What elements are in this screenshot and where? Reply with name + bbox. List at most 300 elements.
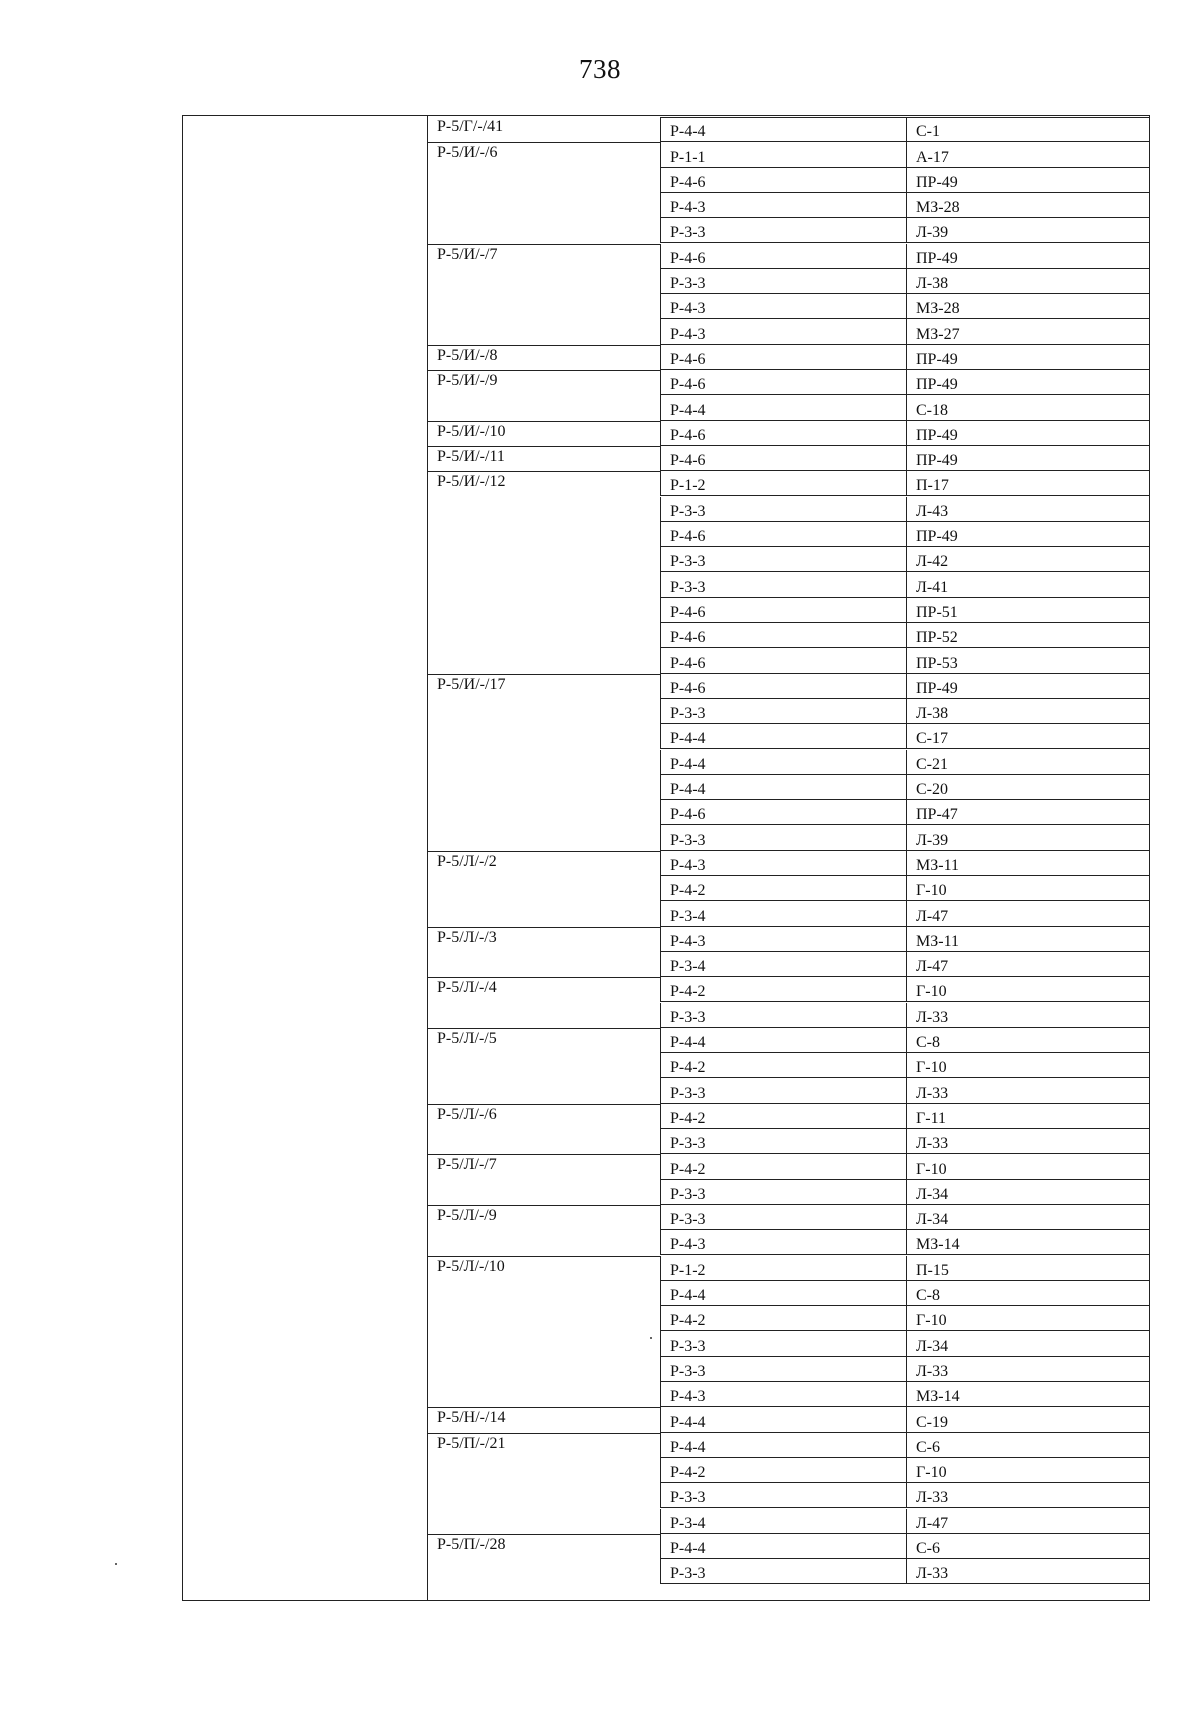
value-cell: [906, 825, 1150, 850]
value-text: Л-39: [916, 224, 949, 242]
code-text: Р-4-6: [670, 173, 706, 191]
value-text: МЗ-28: [916, 199, 960, 217]
code-text: Р-3-3: [670, 553, 706, 571]
value-cell: [906, 1180, 1150, 1205]
code-text: Р-4-6: [670, 426, 706, 444]
value-cell: [906, 193, 1150, 218]
code-cell: [660, 370, 906, 395]
table-row: [660, 699, 1150, 724]
value-cell: [906, 1281, 1150, 1306]
code-cell: [660, 117, 906, 142]
table-row: [660, 1483, 1150, 1508]
code-cell: [660, 750, 906, 775]
table-row: [660, 1053, 1150, 1078]
value-cell: [906, 395, 1150, 420]
value-cell: [906, 1483, 1150, 1508]
table-row: [660, 1180, 1150, 1205]
value-text: Л-34: [916, 1185, 949, 1203]
table-row: [660, 1357, 1150, 1382]
table-row: [660, 345, 1150, 370]
value-text: Л-33: [916, 1084, 949, 1102]
code-cell: [660, 497, 906, 522]
value-text: Г-10: [916, 983, 947, 1001]
group-label: Р-5/Л/-/6: [437, 1105, 497, 1123]
code-text: Р-4-6: [670, 603, 706, 621]
value-cell: [906, 927, 1150, 952]
group-label: Р-5/Л/-/4: [437, 979, 497, 997]
value-cell: [906, 1458, 1150, 1483]
value-text: Г-10: [916, 1160, 947, 1178]
group-label: Р-5/Л/-/10: [437, 1257, 505, 1275]
table-row: [660, 876, 1150, 901]
code-text: Р-4-4: [670, 401, 706, 419]
table-row: [660, 370, 1150, 395]
value-cell: [906, 1357, 1150, 1382]
value-cell: [906, 1331, 1150, 1356]
value-cell: [906, 1154, 1150, 1179]
value-text: П-15: [916, 1261, 949, 1279]
table-row: [660, 598, 1150, 623]
value-cell: [906, 775, 1150, 800]
code-cell: [660, 800, 906, 825]
table-row: [660, 1281, 1150, 1306]
code-cell: [660, 1180, 906, 1205]
table-row: [660, 572, 1150, 597]
table-row: [660, 1331, 1150, 1356]
table-row: [660, 294, 1150, 319]
value-text: С-19: [916, 1413, 948, 1431]
value-cell: [906, 876, 1150, 901]
code-cell: [660, 1483, 906, 1508]
group-label: Р-5/Л/-/3: [437, 928, 497, 946]
code-text: Р-4-6: [670, 629, 706, 647]
table-row: [660, 1382, 1150, 1407]
group-cell: [428, 421, 660, 446]
value-cell: [906, 168, 1150, 193]
code-text: Р-4-6: [670, 528, 706, 546]
group-label: Р-5/Н/-/14: [437, 1409, 506, 1427]
value-cell: [906, 218, 1150, 243]
value-cell: [906, 1306, 1150, 1331]
value-cell: [906, 1205, 1150, 1230]
value-cell: [906, 901, 1150, 926]
value-text: С-18: [916, 401, 948, 419]
code-cell: [660, 1281, 906, 1306]
code-text: Р-4-4: [670, 1540, 706, 1558]
code-text: Р-3-3: [670, 1362, 706, 1380]
value-text: ПР-49: [916, 426, 958, 444]
code-text: Р-4-2: [670, 1059, 706, 1077]
group-cell: [428, 446, 660, 471]
scan-speck: [115, 1563, 117, 1565]
value-cell: [906, 117, 1150, 142]
group-label: Р-5/Л/-/5: [437, 1029, 497, 1047]
value-text: Л-47: [916, 907, 949, 925]
code-cell: [660, 1154, 906, 1179]
value-cell: [906, 471, 1150, 496]
code-text: Р-3-3: [670, 1008, 706, 1026]
code-cell: [660, 927, 906, 952]
table-row: [660, 117, 1150, 142]
value-text: С-6: [916, 1540, 940, 1558]
value-cell: [906, 1433, 1150, 1458]
group-label: Р-5/Л/-/2: [437, 852, 497, 870]
group-label: Р-5/И/-/12: [437, 473, 506, 491]
code-cell: [660, 876, 906, 901]
value-cell: [906, 598, 1150, 623]
code-text: Р-4-4: [670, 1438, 706, 1456]
table-row: [660, 421, 1150, 446]
code-text: Р-4-2: [670, 882, 706, 900]
value-text: С-8: [916, 1034, 940, 1052]
code-text: Р-4-4: [670, 755, 706, 773]
code-text: Р-4-3: [670, 856, 706, 874]
table-row: [660, 623, 1150, 648]
value-cell: [906, 1382, 1150, 1407]
value-cell: [906, 244, 1150, 269]
group-label: Р-5/П/-/21: [437, 1434, 506, 1452]
value-cell: [906, 1053, 1150, 1078]
value-cell: [906, 446, 1150, 471]
value-text: ПР-51: [916, 603, 958, 621]
table-row: [660, 1509, 1150, 1534]
code-cell: [660, 598, 906, 623]
value-cell: [906, 699, 1150, 724]
group-cell: [428, 977, 660, 1028]
code-cell: [660, 1003, 906, 1028]
code-cell: [660, 269, 906, 294]
table-row: [660, 674, 1150, 699]
value-cell: [906, 572, 1150, 597]
value-text: МЗ-11: [916, 856, 959, 874]
code-text: Р-4-2: [670, 1160, 706, 1178]
value-text: ПР-47: [916, 806, 958, 824]
code-cell: [660, 193, 906, 218]
code-cell: [660, 218, 906, 243]
code-cell: [660, 825, 906, 850]
group-label: Р-5/И/-/10: [437, 422, 506, 440]
scan-speck: [650, 1337, 652, 1339]
value-cell: [906, 522, 1150, 547]
code-text: Р-4-4: [670, 730, 706, 748]
code-text: Р-4-3: [670, 1236, 706, 1254]
table-row: [660, 750, 1150, 775]
code-cell: [660, 294, 906, 319]
group-cell: [428, 1205, 660, 1256]
code-cell: [660, 952, 906, 977]
table-row: [660, 1433, 1150, 1458]
group-label: Р-5/Г/-/41: [437, 118, 504, 135]
code-cell: [660, 572, 906, 597]
code-cell: [660, 674, 906, 699]
code-text: Р-3-4: [670, 958, 706, 976]
value-cell: [906, 421, 1150, 446]
value-text: Л-34: [916, 1211, 949, 1229]
value-text: С-1: [916, 123, 940, 141]
table-row: [660, 901, 1150, 926]
code-text: Р-4-4: [670, 1413, 706, 1431]
value-text: ПР-49: [916, 452, 958, 470]
code-text: Р-4-2: [670, 1109, 706, 1127]
value-text: С-20: [916, 781, 948, 799]
group-label: Р-5/И/-/17: [437, 675, 506, 693]
group-label: Р-5/Л/-/9: [437, 1206, 497, 1224]
table-row: [660, 1534, 1150, 1559]
code-text: Р-4-4: [670, 1034, 706, 1052]
value-cell: [906, 319, 1150, 344]
group-label: Р-5/И/-/9: [437, 372, 498, 389]
table-row: [660, 471, 1150, 496]
value-text: Л-33: [916, 1489, 949, 1507]
code-text: Р-4-2: [670, 1464, 706, 1482]
value-text: Л-34: [916, 1337, 949, 1355]
code-cell: [660, 1256, 906, 1281]
value-cell: [906, 623, 1150, 648]
value-text: Л-38: [916, 275, 949, 293]
code-text: Р-1-1: [670, 148, 706, 166]
value-text: Л-33: [916, 1362, 949, 1380]
value-text: Л-33: [916, 1135, 949, 1153]
table-row: [660, 800, 1150, 825]
group-label: Р-5/И/-/11: [437, 447, 505, 465]
code-cell: [660, 547, 906, 572]
value-cell: [906, 952, 1150, 977]
value-cell: [906, 1407, 1150, 1432]
table-row: [660, 1559, 1150, 1584]
value-text: ПР-49: [916, 528, 958, 546]
code-text: Р-4-3: [670, 1388, 706, 1406]
table-row: [660, 977, 1150, 1002]
value-text: Г-11: [916, 1109, 946, 1127]
table-row: [660, 1154, 1150, 1179]
value-text: С-8: [916, 1287, 940, 1305]
group-cell: [428, 927, 660, 978]
code-text: Р-3-3: [670, 1211, 706, 1229]
value-cell: [906, 1003, 1150, 1028]
table-row: [660, 497, 1150, 522]
code-cell: [660, 648, 906, 673]
value-cell: [906, 1028, 1150, 1053]
value-cell: [906, 977, 1150, 1002]
value-text: Г-10: [916, 1464, 947, 1482]
code-text: Р-3-3: [670, 1489, 706, 1507]
code-cell: [660, 1407, 906, 1432]
code-cell: [660, 142, 906, 167]
code-text: Р-3-3: [670, 1337, 706, 1355]
table-row: [660, 1256, 1150, 1281]
table-row: [660, 648, 1150, 673]
table-row: [660, 1205, 1150, 1230]
table-row: [660, 269, 1150, 294]
value-cell: [906, 1078, 1150, 1103]
value-cell: [906, 800, 1150, 825]
group-cell: [428, 1104, 660, 1155]
code-cell: [660, 901, 906, 926]
code-cell: [660, 699, 906, 724]
value-text: Л-47: [916, 958, 949, 976]
table-row: [660, 851, 1150, 876]
group-label: Р-5/И/-/7: [437, 245, 498, 263]
code-text: Р-4-4: [670, 781, 706, 799]
value-text: ПР-49: [916, 679, 958, 697]
table-row: [660, 1104, 1150, 1129]
code-text: Р-4-6: [670, 376, 706, 394]
group-label: Р-5/П/-/28: [437, 1535, 506, 1553]
value-text: Л-33: [916, 1008, 949, 1026]
table-row: [660, 522, 1150, 547]
value-text: МЗ-27: [916, 325, 960, 343]
code-text: Р-4-6: [670, 249, 706, 267]
value-text: ПР-49: [916, 173, 958, 191]
page-number: 738: [579, 54, 621, 84]
value-cell: [906, 674, 1150, 699]
value-text: Г-10: [916, 1312, 947, 1330]
value-cell: [906, 648, 1150, 673]
code-text: Р-3-3: [670, 224, 706, 242]
code-cell: [660, 1559, 906, 1584]
value-text: А-17: [916, 148, 949, 166]
value-text: Л-41: [916, 578, 949, 596]
table-row: [660, 825, 1150, 850]
value-cell: [906, 345, 1150, 370]
code-cell: [660, 724, 906, 749]
code-cell: [660, 775, 906, 800]
code-text: Р-3-3: [670, 1135, 706, 1153]
value-cell: [906, 142, 1150, 167]
value-text: Л-38: [916, 705, 949, 723]
code-text: Р-4-3: [670, 932, 706, 950]
code-cell: [660, 244, 906, 269]
value-cell: [906, 1256, 1150, 1281]
value-text: МЗ-11: [916, 932, 959, 950]
group-cell: [428, 1256, 660, 1408]
group-cell: [428, 1407, 660, 1432]
value-text: Л-42: [916, 553, 949, 571]
code-cell: [660, 1078, 906, 1103]
code-text: Р-4-3: [670, 325, 706, 343]
table-row: [660, 319, 1150, 344]
code-cell: [660, 168, 906, 193]
value-cell: [906, 1104, 1150, 1129]
code-cell: [660, 421, 906, 446]
group-cell: [428, 370, 660, 421]
table-row: [660, 1028, 1150, 1053]
value-cell: [906, 294, 1150, 319]
code-cell: [660, 446, 906, 471]
code-cell: [660, 1205, 906, 1230]
code-cell: [660, 345, 906, 370]
code-text: Р-4-6: [670, 350, 706, 368]
group-label: Р-5/И/-/6: [437, 144, 498, 162]
value-text: Л-39: [916, 831, 949, 849]
code-cell: [660, 623, 906, 648]
value-cell: [906, 1534, 1150, 1559]
code-text: Р-1-2: [670, 1261, 706, 1279]
value-cell: [906, 269, 1150, 294]
code-cell: [660, 522, 906, 547]
code-text: Р-3-3: [670, 502, 706, 520]
group-cell: [428, 142, 660, 243]
code-cell: [660, 1230, 906, 1255]
table-row: [660, 193, 1150, 218]
table-row: [660, 142, 1150, 167]
value-cell: [906, 750, 1150, 775]
value-text: ПР-53: [916, 654, 958, 672]
value-text: Г-10: [916, 882, 947, 900]
table-row: [660, 168, 1150, 193]
value-text: ПР-49: [916, 376, 958, 394]
value-cell: [906, 1559, 1150, 1584]
code-cell: [660, 471, 906, 496]
code-text: Р-4-3: [670, 300, 706, 318]
table-row: [660, 724, 1150, 749]
table-row: [660, 1458, 1150, 1483]
value-cell: [906, 1509, 1150, 1534]
code-cell: [660, 1331, 906, 1356]
value-text: МЗ-14: [916, 1388, 960, 1406]
value-cell: [906, 370, 1150, 395]
code-cell: [660, 1382, 906, 1407]
table-row: [660, 927, 1150, 952]
code-text: Р-4-4: [670, 1287, 706, 1305]
table-row: [660, 218, 1150, 243]
table-row: [660, 1003, 1150, 1028]
group-cell: [428, 851, 660, 927]
code-text: Р-4-3: [670, 199, 706, 217]
table-row: [660, 952, 1150, 977]
table-row: [660, 1129, 1150, 1154]
code-cell: [660, 1306, 906, 1331]
value-cell: [906, 497, 1150, 522]
code-text: Р-3-3: [670, 831, 706, 849]
group-label: Р-5/Л/-/7: [437, 1156, 497, 1174]
code-text: Р-3-3: [670, 705, 706, 723]
code-cell: [660, 1534, 906, 1559]
group-cell: [428, 674, 660, 851]
table-row: [660, 1306, 1150, 1331]
code-cell: [660, 1509, 906, 1534]
code-text: Р-4-6: [670, 806, 706, 824]
table-row: [660, 547, 1150, 572]
code-text: Р-3-3: [670, 1565, 706, 1583]
group-cell: [428, 117, 660, 142]
table-row: [660, 244, 1150, 269]
group-label: Р-5/И/-/8: [437, 346, 498, 364]
code-cell: [660, 1458, 906, 1483]
value-cell: [906, 1230, 1150, 1255]
value-text: Г-10: [916, 1059, 947, 1077]
code-text: Р-4-6: [670, 679, 706, 697]
value-text: Л-33: [916, 1565, 949, 1583]
table-row: [660, 775, 1150, 800]
code-text: Р-3-3: [670, 275, 706, 293]
value-cell: [906, 1129, 1150, 1154]
code-text: Р-3-3: [670, 578, 706, 596]
value-text: ПР-49: [916, 350, 958, 368]
code-text: Р-4-6: [670, 452, 706, 470]
value-text: С-17: [916, 730, 948, 748]
code-text: Р-3-3: [670, 1185, 706, 1203]
group-cell: [428, 1028, 660, 1104]
table-row: [660, 395, 1150, 420]
code-cell: [660, 319, 906, 344]
code-text: Р-3-4: [670, 907, 706, 925]
code-cell: [660, 395, 906, 420]
table-row: [660, 1407, 1150, 1432]
group-cell: [428, 244, 660, 345]
value-cell: [906, 724, 1150, 749]
code-text: Р-3-4: [670, 1514, 706, 1532]
